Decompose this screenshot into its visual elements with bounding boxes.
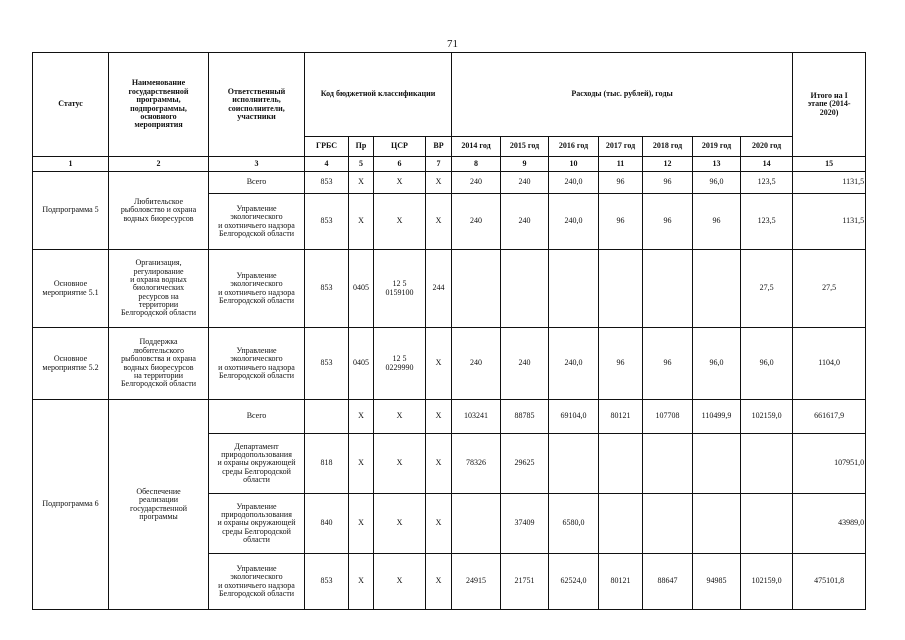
cell-grbs: 853 <box>305 250 349 328</box>
column-number: 10 <box>549 157 599 172</box>
cell-value <box>643 434 693 494</box>
column-number: 13 <box>693 157 741 172</box>
row-name: Обеспечение реализации государственной программы <box>109 400 209 610</box>
cell-value: 96 <box>599 328 643 400</box>
header-expenses: Расходы (тыс. рублей), годы <box>452 53 793 137</box>
header-status: Статус <box>33 53 109 157</box>
cell-value: 96,0 <box>693 328 741 400</box>
row-executor: Управление экологического и охотничьего надзора Белгородской области <box>209 554 305 610</box>
cell-value <box>549 250 599 328</box>
table-row <box>33 250 866 328</box>
row-executor: Всего <box>209 400 305 434</box>
cell-value <box>599 250 643 328</box>
cell-csr: 12 5 0159100 <box>374 250 426 328</box>
cell-value <box>693 434 741 494</box>
cell-value: 107708 <box>643 400 693 434</box>
cell-vr: Х <box>426 172 452 194</box>
cell-pr: Х <box>349 194 374 250</box>
cell-value: 24915 <box>452 554 501 610</box>
cell-vr: 244 <box>426 250 452 328</box>
header-total: Итого на I этапе (2014- 2020) <box>793 53 866 157</box>
column-number: 2 <box>109 157 209 172</box>
cell-value: 240 <box>452 172 501 194</box>
budget-table <box>32 52 866 610</box>
cell-value: 240,0 <box>549 172 599 194</box>
cell-value <box>643 250 693 328</box>
cell-value: 6580,0 <box>549 494 599 554</box>
cell-grbs: 853 <box>305 554 349 610</box>
cell-value: 96 <box>643 194 693 250</box>
column-number: 4 <box>305 157 349 172</box>
cell-vr: Х <box>426 328 452 400</box>
cell-pr: Х <box>349 172 374 194</box>
cell-vr: Х <box>426 494 452 554</box>
cell-value: 240 <box>501 172 549 194</box>
table-row <box>33 172 866 194</box>
cell-value: 102159,0 <box>741 400 793 434</box>
cell-value: 80121 <box>599 554 643 610</box>
cell-value: 29625 <box>501 434 549 494</box>
cell-csr: Х <box>374 434 426 494</box>
cell-value: 123,5 <box>741 172 793 194</box>
header-year: 2017 год <box>599 137 643 157</box>
cell-value: 88647 <box>643 554 693 610</box>
header-year: 2018 год <box>643 137 693 157</box>
cell-total: 27,5 <box>793 250 866 328</box>
cell-value: 69104,0 <box>549 400 599 434</box>
row-status: Подпрограмма 5 <box>33 172 109 250</box>
cell-value: 78326 <box>452 434 501 494</box>
cell-csr: 12 5 0229990 <box>374 328 426 400</box>
cell-total: 475101,8 <box>793 554 866 610</box>
header-vr: ВР <box>426 137 452 157</box>
cell-total: 1131,5 <box>793 194 866 250</box>
cell-total: 43989,0 <box>793 494 866 554</box>
cell-value: 96,0 <box>741 328 793 400</box>
column-number: 11 <box>599 157 643 172</box>
cell-value: 96,0 <box>693 172 741 194</box>
cell-total: 107951,0 <box>793 434 866 494</box>
cell-value: 96 <box>693 194 741 250</box>
column-number: 15 <box>793 157 866 172</box>
cell-value: 96 <box>599 172 643 194</box>
cell-value: 102159,0 <box>741 554 793 610</box>
cell-csr: Х <box>374 554 426 610</box>
cell-csr: Х <box>374 172 426 194</box>
cell-value <box>599 494 643 554</box>
row-executor: Управление экологического и охотничьего надзора Белгородской области <box>209 328 305 400</box>
row-name: Организация, регулирование и охрана водных биологических ресурсов на территории Белгородской области <box>109 250 209 328</box>
header-year: 2016 год <box>549 137 599 157</box>
cell-vr: Х <box>426 434 452 494</box>
row-executor: Управление экологического и охотничьего надзора Белгородской области <box>209 194 305 250</box>
cell-vr: Х <box>426 554 452 610</box>
column-number: 9 <box>501 157 549 172</box>
row-executor: Управление природопользования и охраны окружающей среды Белгородской области <box>209 494 305 554</box>
cell-vr: Х <box>426 194 452 250</box>
column-number: 12 <box>643 157 693 172</box>
header-budget-code: Код бюджетной классификации <box>305 53 452 137</box>
cell-value: 240 <box>452 194 501 250</box>
cell-value: 240,0 <box>549 328 599 400</box>
cell-value <box>693 494 741 554</box>
cell-value: 96 <box>643 328 693 400</box>
column-number: 6 <box>374 157 426 172</box>
cell-value: 240 <box>501 328 549 400</box>
cell-grbs: 853 <box>305 194 349 250</box>
cell-value <box>741 494 793 554</box>
cell-value <box>452 494 501 554</box>
row-status: Основное мероприятие 5.1 <box>33 250 109 328</box>
column-number: 5 <box>349 157 374 172</box>
header-year: 2020 год <box>741 137 793 157</box>
cell-total: 1104,0 <box>793 328 866 400</box>
row-status: Подпрограмма 6 <box>33 400 109 610</box>
cell-pr: Х <box>349 434 374 494</box>
cell-value <box>501 250 549 328</box>
row-name: Поддержка любительского рыболовства и охрана водных биоресурсов на территории Белгородской области <box>109 328 209 400</box>
cell-pr: Х <box>349 554 374 610</box>
cell-csr: Х <box>374 494 426 554</box>
cell-pr: 0405 <box>349 328 374 400</box>
cell-value: 96 <box>643 172 693 194</box>
row-name: Любительское рыболовство и охрана водных биоресурсов <box>109 172 209 250</box>
cell-grbs: 853 <box>305 328 349 400</box>
cell-value: 80121 <box>599 400 643 434</box>
row-executor: Департамент природопользования и охраны окружающей среды Белгородской области <box>209 434 305 494</box>
cell-value: 94985 <box>693 554 741 610</box>
header-year: 2019 год <box>693 137 741 157</box>
cell-pr: Х <box>349 400 374 434</box>
cell-grbs: 840 <box>305 494 349 554</box>
column-number: 7 <box>426 157 452 172</box>
header-grbs: ГРБС <box>305 137 349 157</box>
header-csr: ЦСР <box>374 137 426 157</box>
cell-value <box>741 434 793 494</box>
cell-value: 88785 <box>501 400 549 434</box>
row-executor: Всего <box>209 172 305 194</box>
cell-csr: Х <box>374 194 426 250</box>
row-status: Основное мероприятие 5.2 <box>33 328 109 400</box>
header-year: 2015 год <box>501 137 549 157</box>
cell-value <box>452 250 501 328</box>
column-number-row <box>33 157 866 172</box>
page-number: 71 <box>447 38 458 50</box>
cell-pr: 0405 <box>349 250 374 328</box>
cell-value: 96 <box>599 194 643 250</box>
header-program-name: Наименование государственной программы, подпрограммы, основного мероприятия <box>109 53 209 157</box>
column-number: 14 <box>741 157 793 172</box>
table-row <box>33 400 866 434</box>
cell-grbs <box>305 400 349 434</box>
cell-value: 240 <box>452 328 501 400</box>
column-number: 8 <box>452 157 501 172</box>
cell-value <box>693 250 741 328</box>
column-number: 3 <box>209 157 305 172</box>
cell-grbs: 853 <box>305 172 349 194</box>
cell-value: 240 <box>501 194 549 250</box>
cell-vr: Х <box>426 400 452 434</box>
cell-total: 661617,9 <box>793 400 866 434</box>
header-executor: Ответственный исполнитель, соисполнители, участники <box>209 53 305 157</box>
column-number: 1 <box>33 157 109 172</box>
cell-total: 1131,5 <box>793 172 866 194</box>
header-year: 2014 год <box>452 137 501 157</box>
cell-value: 110499,9 <box>693 400 741 434</box>
cell-value <box>599 434 643 494</box>
cell-value: 27,5 <box>741 250 793 328</box>
cell-value: 62524,0 <box>549 554 599 610</box>
table-row <box>33 328 866 400</box>
cell-value: 103241 <box>452 400 501 434</box>
cell-csr: Х <box>374 400 426 434</box>
cell-value <box>643 494 693 554</box>
cell-value: 240,0 <box>549 194 599 250</box>
cell-value: 37409 <box>501 494 549 554</box>
cell-value: 21751 <box>501 554 549 610</box>
row-executor: Управление экологического и охотничьего надзора Белгородской области <box>209 250 305 328</box>
cell-value: 123,5 <box>741 194 793 250</box>
cell-value <box>549 434 599 494</box>
header-pr: Пр <box>349 137 374 157</box>
cell-pr: Х <box>349 494 374 554</box>
cell-grbs: 818 <box>305 434 349 494</box>
